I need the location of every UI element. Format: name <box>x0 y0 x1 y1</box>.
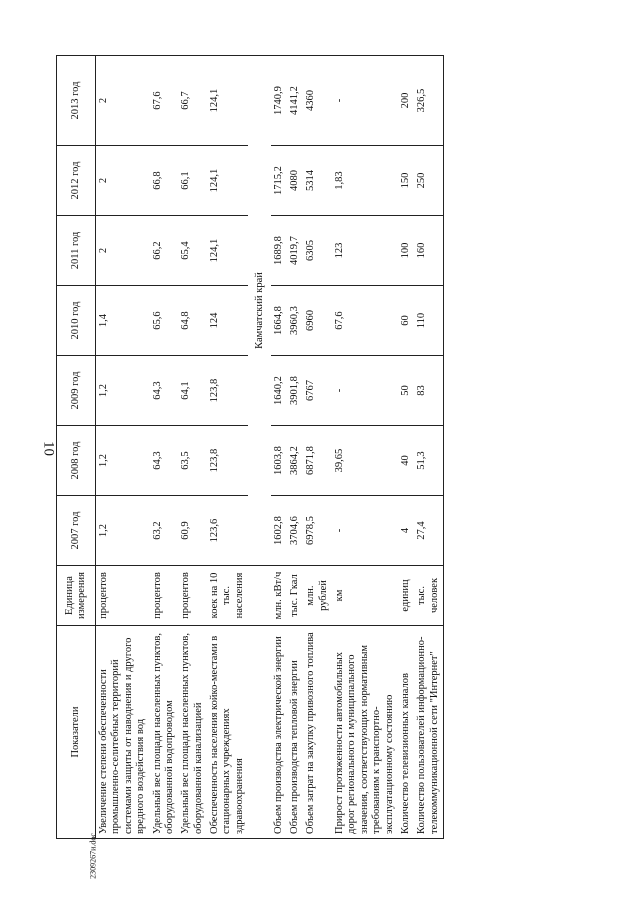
table-row <box>398 56 414 839</box>
indicator-name: Увеличение степени обеспеченности промышленно-селитебных территорий системами защиты от наводнения и другого вредного воздействия вод <box>96 626 150 839</box>
value-cell: 160 <box>414 216 443 286</box>
value-cell: 6767 <box>303 356 332 426</box>
value-cell: 66,2 <box>150 216 179 286</box>
unit-cell: единиц <box>398 566 414 626</box>
indicator-name: Объем затрат на закупку привозного топлива <box>303 626 332 839</box>
value-cell: 64,3 <box>150 356 179 426</box>
unit-cell: процентов <box>96 566 150 626</box>
value-cell: 150 <box>398 146 414 216</box>
page-number: 10 <box>40 441 57 456</box>
header-year: 2013 год <box>57 56 96 146</box>
value-cell: 1740,9 <box>271 56 287 146</box>
rotated-table-container <box>56 56 610 839</box>
value-cell: - <box>332 356 398 426</box>
value-cell: 60 <box>398 286 414 356</box>
unit-cell: процентов <box>150 566 179 626</box>
value-cell: 64,1 <box>178 356 207 426</box>
header-indicator: Показатели <box>57 626 96 839</box>
indicator-name: Количество телевизионных каналов <box>398 626 414 839</box>
header-row <box>57 56 96 839</box>
value-cell: 100 <box>398 216 414 286</box>
unit-cell: млн. рублей <box>303 566 332 626</box>
value-cell: 1664,8 <box>271 286 287 356</box>
header-unit: Единица измерения <box>57 566 96 626</box>
indicator-name: Прирост протяженности автомобильных дорог регионального и муниципального значения, соответствующих нормативным требованиям к транспортно-эксплуатационному состоянию <box>332 626 398 839</box>
value-cell: 83 <box>414 356 443 426</box>
unit-cell: км <box>332 566 398 626</box>
value-cell: 51,3 <box>414 426 443 496</box>
value-cell: - <box>332 56 398 146</box>
value-cell: 64,3 <box>150 426 179 496</box>
value-cell: 123,6 <box>207 496 248 566</box>
value-cell: 1602,8 <box>271 496 287 566</box>
header-year: 2011 год <box>57 216 96 286</box>
value-cell: 40 <box>398 426 414 496</box>
indicator-name: Обеспеченность населения койко-местами в стационарных учреждениях здравоохранения <box>207 626 248 839</box>
value-cell: - <box>332 496 398 566</box>
value-cell: 63,5 <box>178 426 207 496</box>
value-cell: 1,2 <box>96 356 150 426</box>
indicators-table <box>56 55 444 839</box>
table-row <box>178 56 207 839</box>
value-cell: 110 <box>414 286 443 356</box>
indicator-name: Удельный вес площади населенных пунктов, оборудованной водопроводом <box>150 626 179 839</box>
value-cell: 1603,8 <box>271 426 287 496</box>
value-cell: 5314 <box>303 146 332 216</box>
value-cell: 4 <box>398 496 414 566</box>
value-cell: 3901,8 <box>287 356 303 426</box>
table-row <box>287 56 303 839</box>
value-cell: 66,8 <box>150 146 179 216</box>
value-cell: 2 <box>96 56 150 146</box>
footer-file-code: 2309267и.doc <box>88 833 98 879</box>
value-cell: 65,4 <box>178 216 207 286</box>
value-cell: 1715,2 <box>271 146 287 216</box>
indicator-name: Количество пользователей информационно-телекоммуникационной сети "Интернет" <box>414 626 443 839</box>
table-row <box>414 56 443 839</box>
value-cell: 1,4 <box>96 286 150 356</box>
value-cell: 124,1 <box>207 56 248 146</box>
unit-cell: коек на 10 тыс. населения <box>207 566 248 626</box>
value-cell: 4080 <box>287 146 303 216</box>
value-cell: 66,1 <box>178 146 207 216</box>
value-cell: 124,1 <box>207 216 248 286</box>
value-cell: 1,2 <box>96 496 150 566</box>
table-row <box>96 56 150 839</box>
value-cell: 64,8 <box>178 286 207 356</box>
value-cell: 67,6 <box>150 56 179 146</box>
value-cell: 3864,2 <box>287 426 303 496</box>
value-cell: 124,1 <box>207 146 248 216</box>
value-cell: 6305 <box>303 216 332 286</box>
unit-cell: млн. кВт/ч <box>271 566 287 626</box>
value-cell: 65,6 <box>150 286 179 356</box>
header-year: 2010 год <box>57 286 96 356</box>
header-year: 2007 год <box>57 496 96 566</box>
unit-cell: тыс. человек <box>414 566 443 626</box>
value-cell: 1689,8 <box>271 216 287 286</box>
value-cell: 27,4 <box>414 496 443 566</box>
value-cell: 1640,2 <box>271 356 287 426</box>
value-cell: 6871,8 <box>303 426 332 496</box>
table-row <box>207 56 248 839</box>
value-cell: 200 <box>398 56 414 146</box>
table-row <box>332 56 398 839</box>
value-cell: 39,65 <box>332 426 398 496</box>
value-cell: 2 <box>96 146 150 216</box>
indicator-name: Объем производства электрической энергии <box>271 626 287 839</box>
unit-cell: процентов <box>178 566 207 626</box>
value-cell: 123,8 <box>207 426 248 496</box>
table-row <box>303 56 332 839</box>
indicator-name: Объем производства тепловой энергии <box>287 626 303 839</box>
value-cell: 3704,6 <box>287 496 303 566</box>
value-cell: 250 <box>414 146 443 216</box>
value-cell: 60,9 <box>178 496 207 566</box>
value-cell: 4019,7 <box>287 216 303 286</box>
value-cell: 4360 <box>303 56 332 146</box>
value-cell: 3960,3 <box>287 286 303 356</box>
value-cell: 50 <box>398 356 414 426</box>
region-label: Камчатский край <box>248 56 270 566</box>
value-cell: 6978,5 <box>303 496 332 566</box>
header-year: 2008 год <box>57 426 96 496</box>
value-cell: 6960 <box>303 286 332 356</box>
value-cell: 67,6 <box>332 286 398 356</box>
value-cell: 123,8 <box>207 356 248 426</box>
value-cell: 123 <box>332 216 398 286</box>
header-year: 2012 год <box>57 146 96 216</box>
indicator-name: Удельный вес площади населенных пунктов, оборудованной канализацией <box>178 626 207 839</box>
value-cell: 1,2 <box>96 426 150 496</box>
table-row <box>150 56 179 839</box>
value-cell: 124 <box>207 286 248 356</box>
value-cell: 1,83 <box>332 146 398 216</box>
value-cell: 63,2 <box>150 496 179 566</box>
value-cell: 66,7 <box>178 56 207 146</box>
unit-cell: тыс. Гкал <box>287 566 303 626</box>
value-cell: 4141,2 <box>287 56 303 146</box>
value-cell: 326,5 <box>414 56 443 146</box>
value-cell: 2 <box>96 216 150 286</box>
region-row <box>248 56 270 839</box>
table-row <box>271 56 287 839</box>
header-year: 2009 год <box>57 356 96 426</box>
